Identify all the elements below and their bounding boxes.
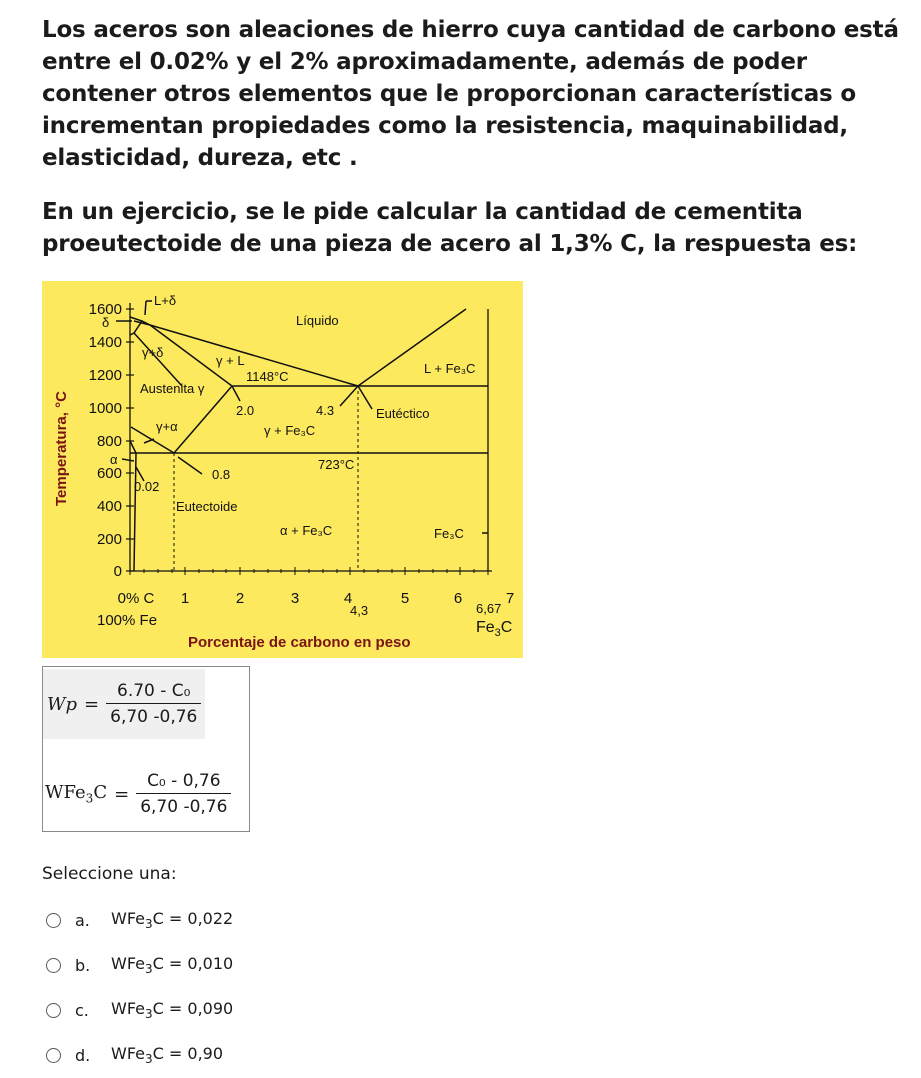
option-text: WFe$_3$C = 0,090 [111,999,234,1022]
question-paragraph-2: En un ejercicio, se le pide calcular la cantidad de cementita proeutectoide de una pieza de acero al 1,3% C, la respuesta es: [42,199,858,257]
x-tick: 5 [400,590,410,607]
label-gamma-delta: γ+δ [142,345,164,360]
question-text [42,14,902,260]
option-text: WFe$_3$C = 0,022 [111,909,234,932]
label-c20: 2.0 [236,403,255,418]
x-tick: 1 [180,590,190,607]
y-axis-label: Temperatura, °C [53,391,70,506]
option-text: WFe$_3$C = 0,010 [111,954,234,977]
x-tick: 2 [235,590,245,607]
formula-wp-denominator: 6,70 -0,76 [106,703,201,727]
radio-button[interactable] [46,958,61,973]
formula-wp-fraction [106,681,201,727]
x-tick: 3 [290,590,300,607]
formula-wfe3c-numerator: C₀ - 0,76 [147,771,221,791]
label-alpha-fe3c: α + Fe₃C [280,523,333,538]
label-liquido: Líquido [296,313,339,328]
label-austenita: Austenita γ [140,381,205,396]
l-delta-pointer [145,301,146,315]
label-gamma-alpha: γ+α [156,419,178,434]
formula-wfe3c-lhs: WFe$_3$C [45,782,108,806]
label-gamma-l: γ + L [216,353,245,368]
label-c667: 6,67 [476,601,502,616]
formula-wp-lhs: Wp [47,693,78,715]
x-tick: 4 [343,590,353,607]
x-sub-left: 100% Fe [97,612,158,629]
x-tick: 0% C [117,590,155,607]
question-paragraph-1: Los aceros son aleaciones de hierro cuya cantidad de carbono está entre el 0.02% y el 2% aproximadamente, además de poder contener otros elementos que le proporcionan características o incrementan propiedades como la resistencia, maquinabilidad, elasticidad, dureza, etc . [42,17,899,171]
label-723: 723°C [318,457,355,472]
y-tick: 800 [96,433,122,450]
label-l-fe3c: L + Fe₃C [424,361,476,376]
y-tick: 400 [96,498,122,515]
label-c43b: 4,3 [350,603,369,618]
formula-wfe3c-denominator: 6,70 -0,76 [136,793,231,817]
select-prompt: Seleccione una: [42,864,177,884]
answer-options [46,898,233,1078]
label-fe3c: Fe₃C [434,526,464,541]
formula-wfe3c-eq: = [114,783,130,805]
option-d[interactable] [46,1033,233,1078]
label-c43: 4.3 [316,403,335,418]
formula-wp [43,669,205,739]
label-eutectico: Eutéctico [376,406,430,421]
formula-wp-numerator: 6.70 - C₀ [117,681,191,701]
label-alpha: α [110,452,118,467]
label-eutectoide: Eutectoide [176,499,238,514]
label-gamma-fe3c: γ + Fe₃C [264,423,316,438]
x-sub-right: $Fe_3C$ [476,619,513,639]
label-c002: 0.02 [134,479,160,494]
option-c[interactable] [46,988,233,1033]
option-letter: a. [75,911,90,930]
formula-box [42,666,250,832]
label-delta: δ [102,315,110,330]
option-b[interactable] [46,943,233,988]
x-tick: 7 [505,590,515,607]
radio-button[interactable] [46,1003,61,1018]
option-a[interactable] [46,898,233,943]
y-tick: 1200 [88,367,122,384]
formula-wfe3c-fraction [136,771,231,817]
option-letter: b. [75,956,91,975]
y-tick: 1600 [88,301,122,318]
label-1148: 1148°C [246,369,289,384]
radio-button[interactable] [46,913,61,928]
fe-c-phase-diagram [42,281,523,658]
label-c08: 0.8 [212,467,231,482]
x-tick: 6 [453,590,463,607]
option-text: WFe$_3$C = 0,90 [111,1044,224,1067]
label-l-delta: L+δ [154,293,177,308]
y-tick: 1400 [88,334,122,351]
y-tick: 200 [96,531,122,548]
formula-wp-eq: = [84,693,100,715]
x-axis-label: Porcentaje de carbono en peso [188,634,411,651]
radio-button[interactable] [46,1048,61,1063]
y-tick: 0 [113,563,122,580]
option-letter: c. [75,1001,89,1020]
option-letter: d. [75,1046,91,1065]
y-tick: 1000 [88,400,122,417]
formula-wfe3c [43,759,235,829]
y-tick: 600 [96,465,122,482]
